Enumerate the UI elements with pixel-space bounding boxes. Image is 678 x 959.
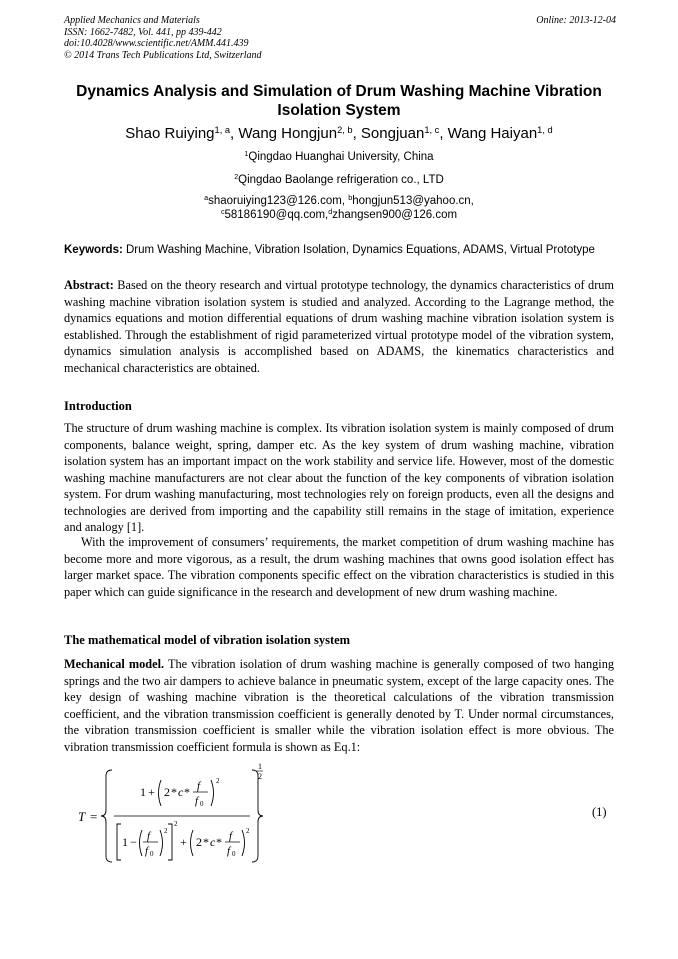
issn-line: ISSN: 1662-7482, Vol. 441, pp 439-442 xyxy=(64,26,222,38)
eq-den-two: 2 xyxy=(196,835,202,849)
eq-den-minus: − xyxy=(130,835,137,849)
email-sup: d xyxy=(328,208,333,217)
eq-exp-num: 1 xyxy=(258,762,262,771)
mechanical-model-paragraph xyxy=(64,656,614,755)
eq-den-lbracket xyxy=(117,824,121,860)
author-sep: , xyxy=(439,125,448,142)
eq-num-f: f xyxy=(197,780,201,792)
author-name: Songjuan xyxy=(360,125,425,142)
equation-number: (1) xyxy=(592,805,607,819)
title-line-1: Dynamics Analysis and Simulation of Drum Washing Machine Vibration xyxy=(76,83,602,100)
email-b[interactable]: hongjun513@yahoo.cn, xyxy=(352,195,474,207)
introduction-paragraph-2: With the improvement of consumers’ requirements, the market competition of drum washing machine has become more and more vigorous, as a result, the drum washing machines that owns good isolation effect has larger market space. The vibration components specific effect on the vibration characteristics is studied in this paper which can guide significance in the research and development of new drum washing machine. xyxy=(64,535,614,599)
eq-den-star2: * xyxy=(216,835,222,849)
email-sup: c xyxy=(220,208,225,217)
eq-num-star2: * xyxy=(184,785,190,799)
eq-num-star1: * xyxy=(171,785,177,799)
eq-den-f-2: f xyxy=(229,830,233,842)
eq-den-f: f xyxy=(147,830,151,842)
keywords-label: Keywords: xyxy=(64,244,123,256)
title-line-2: Isolation System xyxy=(277,102,401,119)
math-model-heading: The mathematical model of vibration isolation system xyxy=(64,633,351,647)
eq-num-rparen xyxy=(211,780,214,806)
equation-1 xyxy=(70,760,270,870)
eq-right-brace xyxy=(252,770,263,862)
introduction-heading: Introduction xyxy=(64,399,132,413)
affiliation-sup: 2 xyxy=(234,173,239,182)
eq-num-exp2: 2 xyxy=(216,777,220,785)
eq-den-rparen1 xyxy=(160,830,163,856)
eq-num-two: 2 xyxy=(164,785,170,799)
introduction-paragraph-1: The structure of drum washing machine is complex. Its vibration isolation system is mainly composed of drum components, balance weight, spring, damper etc. As the key system of drum washing machine, vibration isolation system has an important impact on the work stability and service life. However, most of the domestic washing machine manufacturers are not clear about the function of the key components of vibration isolation system. For drum washing manufacturing, most technologies rely on foreign products, even all the designs and technologies are derived from importing and the capability still remains in the stage of imitation, experience and analogy [1]. xyxy=(64,421,614,534)
author-sup: 1, d xyxy=(537,124,553,135)
mechanical-model-label: Mechanical model. xyxy=(64,657,165,671)
eq-num-plus: + xyxy=(148,785,155,799)
paper-title xyxy=(50,82,628,120)
affiliation-1 xyxy=(50,150,628,164)
keywords-text: Drum Washing Machine, Vibration Isolation, Dynamics Equations, ADAMS, Virtual Prototype xyxy=(126,244,595,256)
email-line-1 xyxy=(50,194,628,208)
affiliation-2 xyxy=(50,173,628,187)
email-a[interactable]: shaoruiying123@126.com, xyxy=(208,195,349,207)
eq-den-lparen2 xyxy=(191,830,194,856)
eq-den-sub0: 0 xyxy=(150,850,154,858)
eq-den-f0-2: f xyxy=(227,845,231,857)
abstract-text: Based on the theory research and virtual prototype technology, the dynamics characteristics of drum washing machine vibration isolation system is studied and analyzed. According to the Lagrange method, the dynamics equations and motion differential equations of drum washing machine vibration isolation system is established. Through the establishment of rigid parameterized virtual prototype model of the vibration system, dynamics simulation analysis is accomplished based on ADAMS, the kinematics characteristics and mechanical characteristics are obtained. xyxy=(64,278,614,375)
author-name: Shao Ruiying xyxy=(125,125,215,142)
affiliation-sup: 1 xyxy=(244,150,249,159)
eq-den-exp2c: 2 xyxy=(246,827,250,835)
eq-exp-den: 2 xyxy=(258,772,262,781)
eq-den-rbracket xyxy=(168,824,172,860)
abstract-label: Abstract: xyxy=(64,278,114,292)
email-line-2 xyxy=(50,208,628,222)
abstract xyxy=(64,277,614,376)
mechanical-model-text: The vibration isolation of drum washing machine is generally composed of two hanging springs and the two air dampers to achieve balance in pneumatic system, except of the large capacity ones. The key design of washing machine vibration is the theoretical calculations of the vibration transmission coefficient, and the vibration transmission coefficient is generally denoted by T. Under normal circumstances, the vibration transmission coefficient is smaller while the vibration isolation effect is more obvious. The vibration transmission coefficient formula is shown as Eq.1: xyxy=(64,657,615,754)
eq-num-f0: f xyxy=(195,795,199,807)
author-list xyxy=(50,124,628,144)
eq-den-f0: f xyxy=(145,845,149,857)
email-sup: a xyxy=(204,194,209,203)
eq-lhs: T xyxy=(78,809,86,824)
author-name: Wang Haiyan xyxy=(447,125,538,142)
author-sup: 2, b xyxy=(337,124,353,135)
email-sup: b xyxy=(348,194,353,203)
journal-name: Applied Mechanics and Materials xyxy=(64,15,200,26)
doi-line: doi:10.4028/www.scientific.net/AMM.441.439 xyxy=(64,38,249,49)
author-sup: 1, c xyxy=(424,124,440,135)
email-c[interactable]: 58186190@qq.com, xyxy=(224,209,329,221)
eq-den-c: c xyxy=(210,835,216,849)
eq-num-c: c xyxy=(178,785,184,799)
eq-equals: = xyxy=(90,809,98,824)
email-d[interactable]: zhangsen900@126.com xyxy=(332,209,458,221)
eq-den-star1: * xyxy=(203,835,209,849)
copyright-line: © 2014 Trans Tech Publications Ltd, Switzerland xyxy=(64,49,262,61)
eq-num-one: 1 xyxy=(140,785,146,799)
online-date: Online: 2013-12-04 xyxy=(536,15,616,26)
keywords xyxy=(64,243,614,258)
eq-den-lparen1 xyxy=(140,830,143,856)
affiliation-text: Qingdao Baolange refrigeration co., LTD xyxy=(238,174,444,186)
author-sep: , xyxy=(230,125,239,142)
author-name: Wang Hongjun xyxy=(238,125,338,142)
eq-left-brace xyxy=(101,770,112,862)
eq-den-one: 1 xyxy=(122,835,128,849)
author-sup: 1, a xyxy=(214,124,231,135)
eq-den-exp2a: 2 xyxy=(164,827,168,835)
eq-num-lparen xyxy=(159,780,162,806)
affiliation-text: Qingdao Huanghai University, China xyxy=(248,151,434,163)
eq-den-plus: + xyxy=(180,835,187,849)
eq-den-rparen2 xyxy=(242,830,245,856)
journal-header xyxy=(64,15,262,61)
eq-den-sub0-2: 0 xyxy=(232,850,236,858)
eq-den-exp2b: 2 xyxy=(174,820,178,828)
eq-num-sub0: 0 xyxy=(200,800,204,808)
author-sep: , xyxy=(352,125,361,142)
